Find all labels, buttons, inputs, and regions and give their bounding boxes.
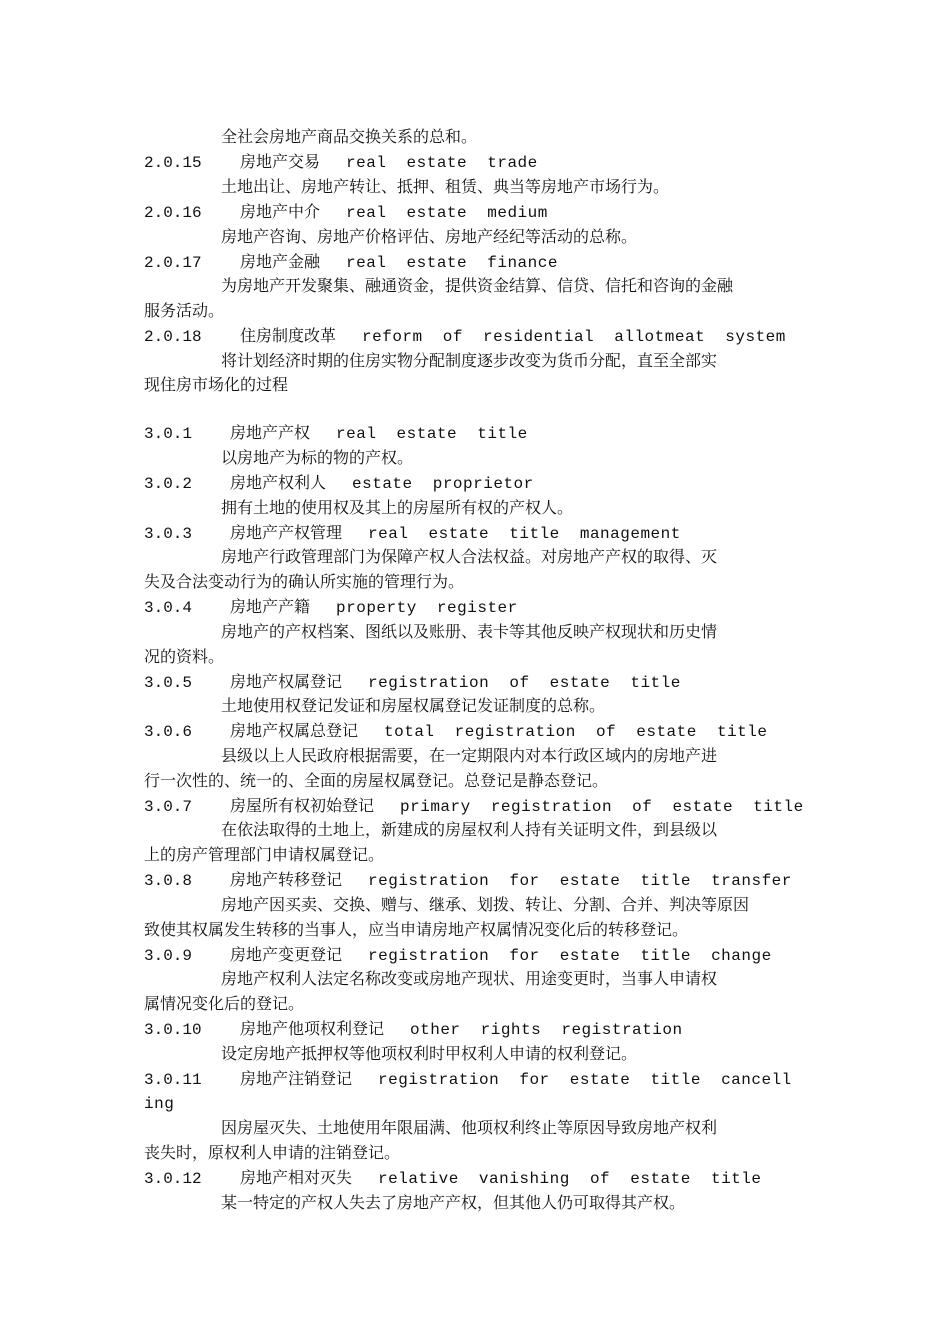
- term-entry: [144, 944, 772, 967]
- term-number: 3.0.4: [144, 599, 193, 617]
- term-entry: [144, 795, 804, 818]
- term-chinese: 房地产产权管理: [230, 523, 343, 542]
- term-english: primary registration of estate title: [400, 798, 804, 816]
- definition-continuation: 上的房产管理部门申请权属登记。: [144, 845, 385, 864]
- definition-text: 县级以上人民政府根据需要，在一定期限内对本行政区域内的房地产进: [221, 746, 718, 765]
- definition-text: 设定房地产抵押权等他项权利时甲权利人申请的权利登记。: [221, 1044, 638, 1063]
- term-entry: [144, 1018, 683, 1041]
- term-entry: [144, 720, 767, 743]
- term-number: 2.0.17: [144, 254, 202, 272]
- term-number: 2.0.15: [144, 154, 202, 172]
- term-chinese: 房地产金融: [240, 252, 321, 271]
- term-entry: [144, 1167, 761, 1190]
- term-chinese: 房地产变更登记: [230, 945, 343, 964]
- definition-text: 拥有土地的使用权及其上的房屋所有权的产权人。: [221, 498, 574, 517]
- term-english: real estate medium: [346, 204, 548, 222]
- definition-text: 以房地产为标的物的产权。: [221, 448, 414, 467]
- term-english: relative vanishing of estate title: [378, 1170, 762, 1188]
- term-english: other rights registration: [410, 1021, 683, 1039]
- term-chinese: 房地产转移登记: [230, 870, 343, 889]
- term-english: reform of residential allotmeat system: [362, 328, 786, 346]
- term-number: 2.0.18: [144, 328, 202, 346]
- definition-continuation: 服务活动。: [144, 301, 225, 320]
- term-entry: [144, 596, 518, 619]
- definition-continuation: 丧失时，原权利人申请的注销登记。: [144, 1143, 401, 1162]
- definition-text: 房地产行政管理部门为保障产权人合法权益。对房地产产权的取得、灭: [221, 547, 718, 566]
- definition-text: 在依法取得的土地上，新建成的房屋权利人持有关证明文件，到县级以: [221, 820, 718, 839]
- term-english: real estate title management: [368, 525, 681, 543]
- term-entry: [144, 522, 681, 545]
- term-english: registration of estate title: [368, 674, 681, 692]
- term-entry: [144, 251, 558, 274]
- term-chinese: 住房制度改革: [240, 326, 337, 345]
- term-english-continuation: ing: [144, 1095, 175, 1113]
- term-chinese: 房地产他项权利登记: [240, 1019, 385, 1038]
- definition-continuation: 属情况变化后的登记。: [144, 994, 305, 1013]
- term-english: real estate finance: [346, 254, 558, 272]
- definition-text: 房地产咨询、房地产价格评估、房地产经纪等活动的总称。: [221, 227, 638, 246]
- definition-continuation: 况的资料。: [144, 647, 225, 666]
- term-chinese: 房地产交易: [240, 152, 321, 171]
- definition-text: 房地产权利人法定名称改变或房地产现状、用途变更时，当事人申请权: [221, 969, 718, 988]
- definition-continuation: 行一次性的、统一的、全面的房屋权属登记。总登记是静态登记。: [144, 771, 609, 790]
- term-number: 3.0.3: [144, 525, 193, 543]
- term-number: 2.0.16: [144, 204, 202, 222]
- definition-continuation: 现住房市场化的过程: [144, 375, 289, 394]
- term-english: real estate trade: [346, 154, 538, 172]
- term-english: property register: [336, 599, 518, 617]
- term-number: 3.0.1: [144, 425, 193, 443]
- term-english: registration for estate title cancell: [378, 1071, 792, 1089]
- term-number: 3.0.2: [144, 475, 193, 493]
- term-number: 3.0.9: [144, 947, 193, 965]
- term-english: total registration of estate title: [384, 723, 768, 741]
- definition-text: 土地出让、房地产转让、抵押、租赁、典当等房地产市场行为。: [221, 177, 670, 196]
- term-entry: [144, 422, 528, 445]
- term-chinese: 房地产权属总登记: [230, 721, 359, 740]
- definition-text: 房地产因买卖、交换、赠与、继承、划拨、转让、分割、合并、判决等原因: [221, 895, 750, 914]
- term-chinese: 房地产注销登记: [240, 1069, 353, 1088]
- term-entry: [144, 472, 534, 495]
- definition-text: 全社会房地产商品交换关系的总和。: [221, 127, 478, 146]
- term-number: 3.0.11: [144, 1071, 202, 1089]
- definition-text: 某一特定的产权人失去了房地产产权，但其他人仍可取得其产权。: [221, 1193, 686, 1212]
- term-english: estate proprietor: [352, 475, 534, 493]
- term-number: 3.0.5: [144, 674, 193, 692]
- term-english: real estate title: [336, 425, 528, 443]
- term-number: 3.0.12: [144, 1170, 202, 1188]
- definition-continuation: 失及合法变动行为的确认所实施的管理行为。: [144, 572, 465, 591]
- definition-text: 因房屋灭失、土地使用年限届满、他项权利终止等原因导致房地产权利: [221, 1118, 718, 1137]
- definition-continuation: 致使其权属发生转移的当事人，应当申请房地产权属情况变化后的转移登记。: [144, 920, 689, 939]
- term-chinese: 房地产权利人: [230, 473, 327, 492]
- definition-text: 将计划经济时期的住房实物分配制度逐步改变为货币分配，直至全部实: [221, 351, 718, 370]
- term-number: 3.0.7: [144, 798, 193, 816]
- term-entry: [144, 151, 538, 174]
- term-entry: [144, 1068, 792, 1091]
- term-chinese: 房地产中介: [240, 202, 321, 221]
- term-entry: [144, 325, 786, 348]
- definition-text: 为房地产开发聚集、融通资金，提供资金结算、信贷、信托和咨询的金融: [221, 276, 734, 295]
- definition-text: 土地使用权登记发证和房屋权属登记发证制度的总称。: [221, 696, 606, 715]
- term-number: 3.0.10: [144, 1021, 202, 1039]
- term-number: 3.0.6: [144, 723, 193, 741]
- term-chinese: 房地产权属登记: [230, 672, 343, 691]
- term-english: registration for estate title change: [368, 947, 772, 965]
- definition-text: 房地产的产权档案、图纸以及账册、表卡等其他反映产权现状和历史情: [221, 622, 718, 641]
- term-entry: [144, 869, 792, 892]
- term-chinese: 房屋所有权初始登记: [230, 796, 375, 815]
- term-entry: [144, 671, 681, 694]
- term-chinese: 房地产产籍: [230, 597, 311, 616]
- term-chinese: 房地产产权: [230, 423, 311, 442]
- term-english: registration for estate title transfer: [368, 872, 792, 890]
- term-chinese: 房地产相对灭失: [240, 1168, 353, 1187]
- term-number: 3.0.8: [144, 872, 193, 890]
- term-entry: [144, 201, 548, 224]
